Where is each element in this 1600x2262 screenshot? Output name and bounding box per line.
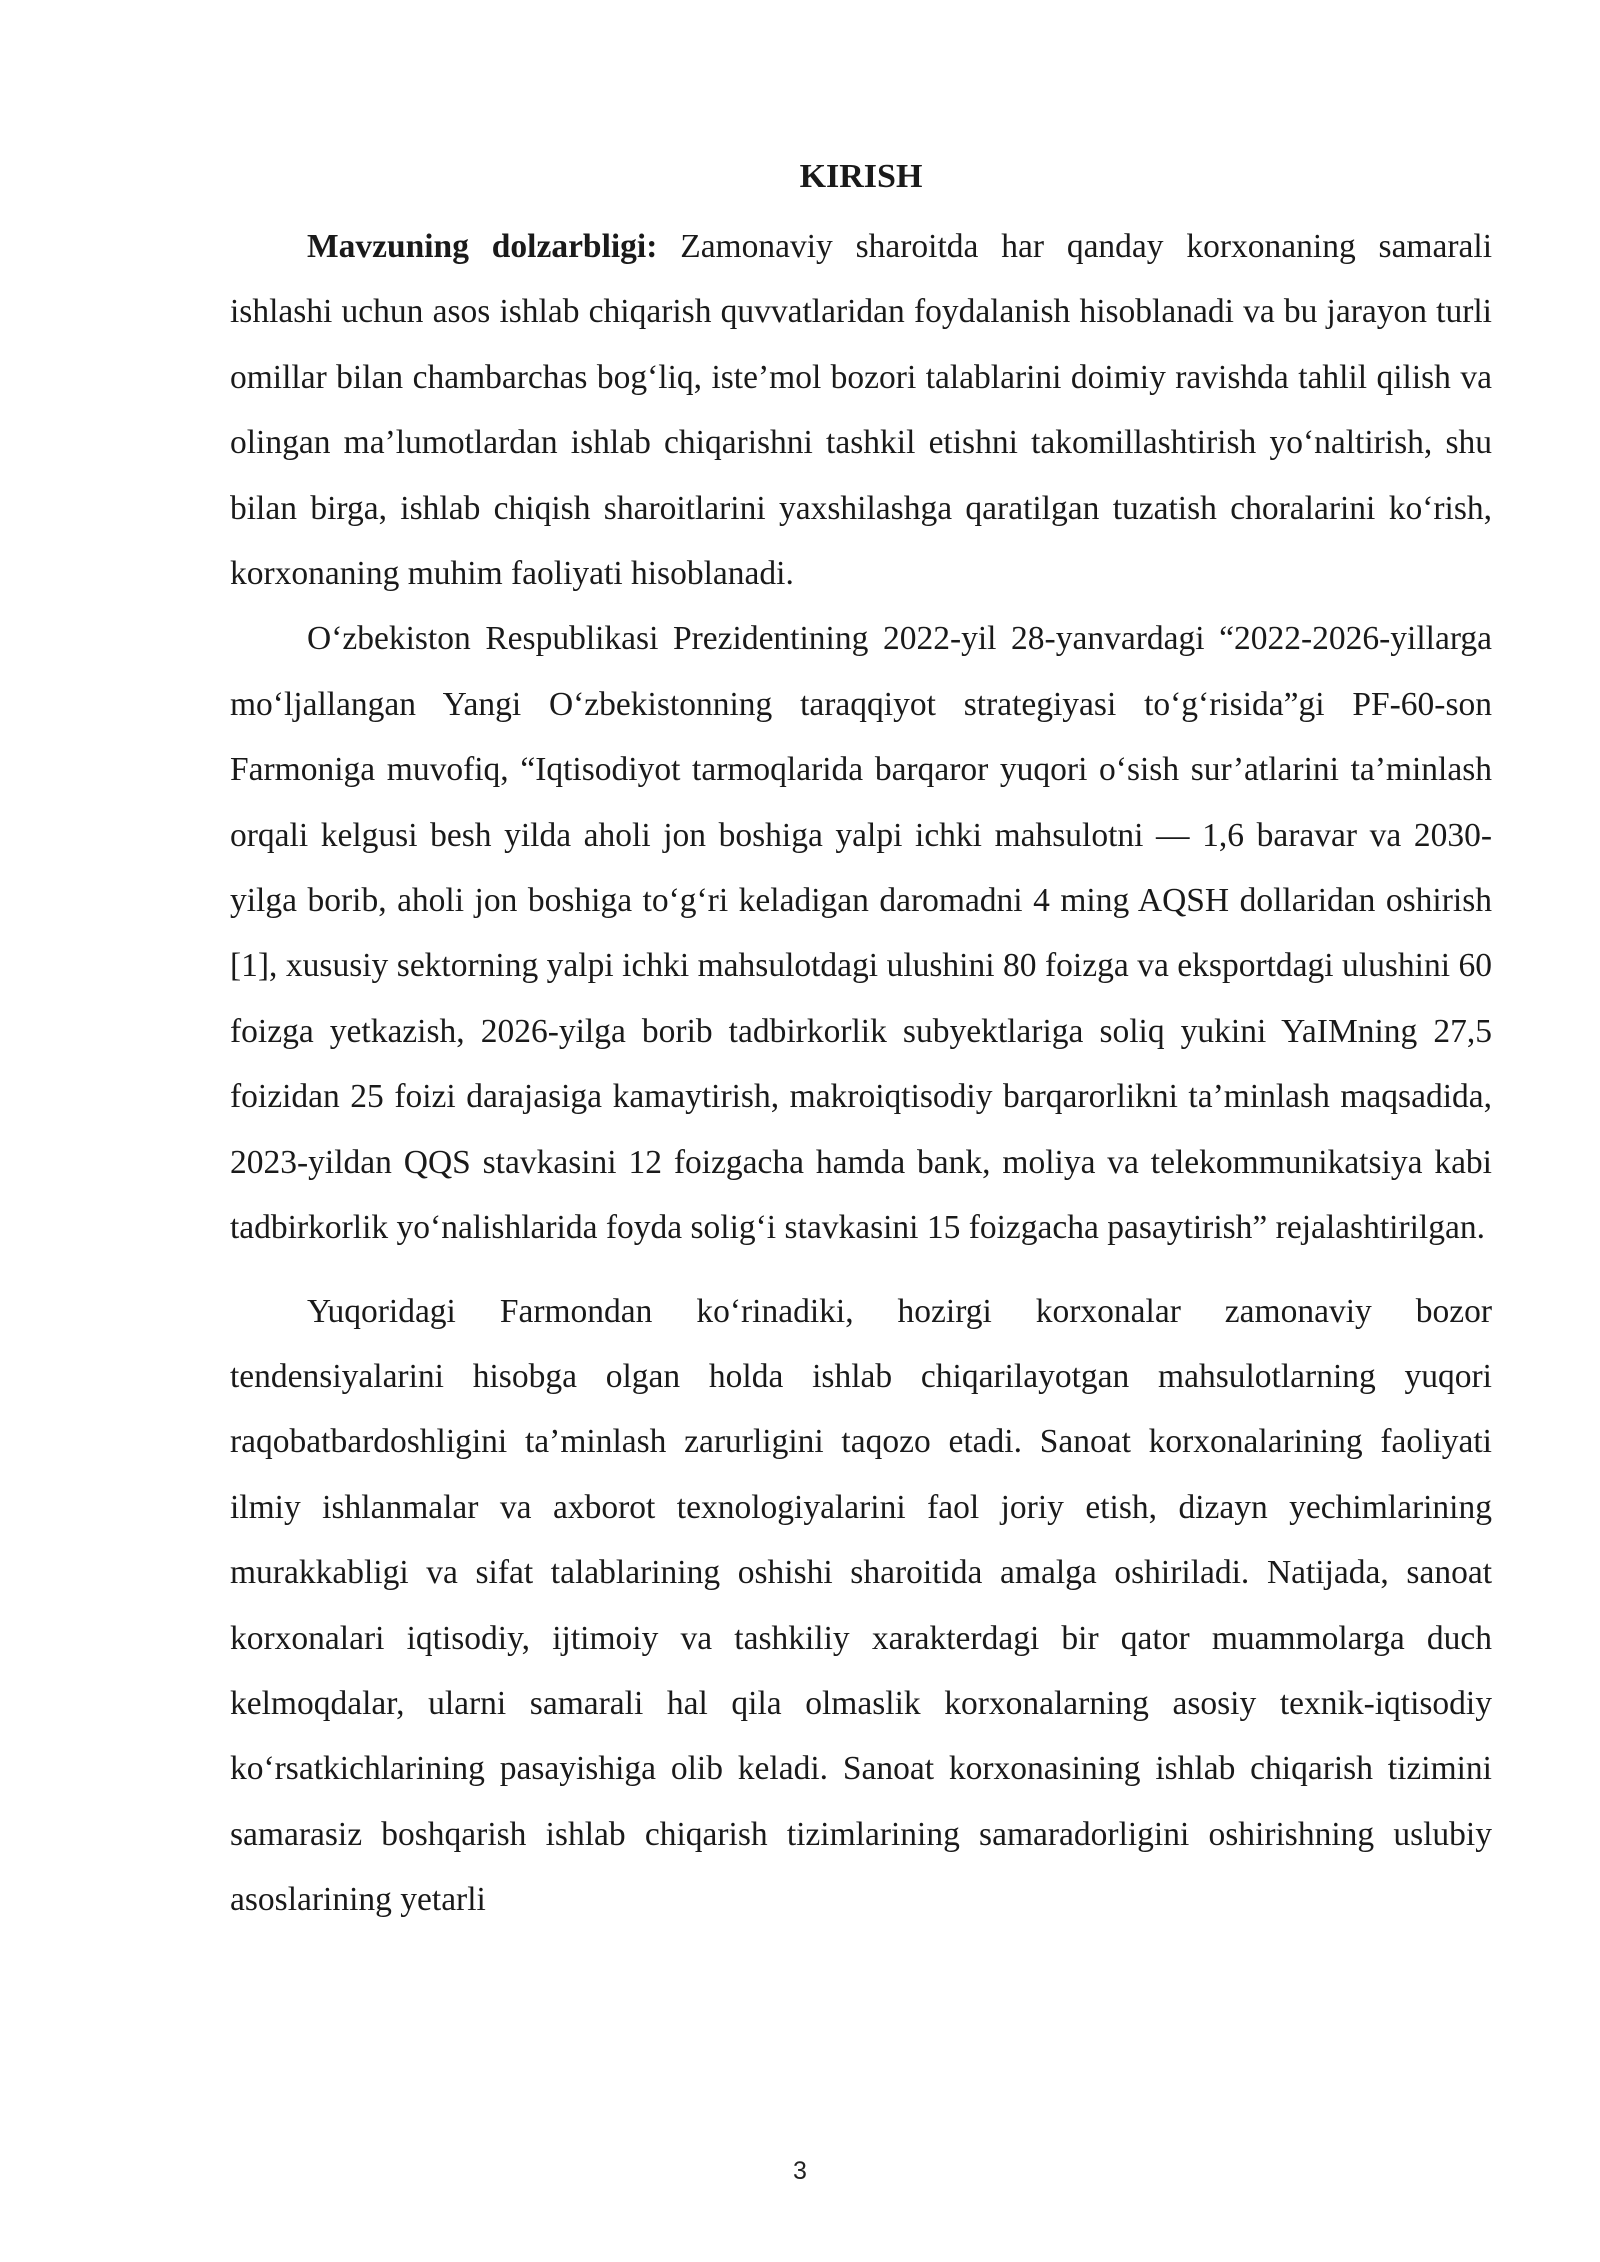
paragraph-relevance [230,214,1492,606]
paragraph-text: O‘zbekiston Respublikasi Prezidentining 2022-yil 28-yanvardagi “2022-2026-yillarga mo‘ljallangan Yangi O‘zbekistonning taraqqiyot strategiyasi to‘g‘risida”gi PF-60-son Farmoniga muvofiq, “Iqtisodiyot tarmoqlarida barqaror yuqori o‘sish sur’atlarini ta’minlash orqali kelgusi besh yilda aholi jon boshiga yalpi ichki mahsulotni — 1,6 baravar va 2030-yilga borib, aholi jon boshiga to‘g‘ri keladigan daromadni 4 ming AQSH dollaridan oshirish [1], xususiy sektorning yalpi ichki mahsulotdagi ulushini 80 foizga va eksportdagi ulushini 60 foizga yetkazish, 2026-yilga borib tadbirkorlik subyektlariga soliq yukini YaIMning 27,5 foizidan 25 foizi darajasiga kamaytirish, makroiqtisodiy barqarorlikni ta’minlash maqsadida, 2023-yildan QQS stavkasini 12 foizgacha hamda bank, moliya va telekommunikatsiya kabi tadbirkorlik yo‘nalishlarida foyda solig‘i stavkasini 15 foizgacha pasaytirish” rejalashtirilgan. [230,620,1492,1247]
page-number: 3 [793,2157,807,2185]
section-heading: KIRISH [799,158,923,195]
paragraph-text: Zamonaviy sharoitda har qanday korxonaning samarali ishlashi uchun asos ishlab chiqarish quvvatlaridan foydalanish hisoblanadi va bu jarayon turli omillar bilan chambarchas bog‘liq, iste’mol bozori talablarini doimiy ravishda tahlil qilish va olingan ma’lumotlardan ishlab chiqarishni tashkil etishni takomillashtirish yo‘naltirish, shu bilan birga, ishlab chiqish sharoitlarini yaxshilashga qaratilgan tuzatish choralarini ko‘rish, korxonaning muhim faoliyati hisoblanadi. [230,228,1492,593]
paragraph-text: Yuqoridagi Farmondan ko‘rinadiki, hozirgi korxonalar zamonaviy bozor tendensiyalarini hisobga olgan holda ishlab chiqarilayotgan mahsulotlarning yuqori raqobatbardoshligini ta’minlash zarurligini taqozo etadi. Sanoat korxonalarining faoliyati ilmiy ishlanmalar va axborot texnologiyalarini faol joriy etish, dizayn yechimlarining murakkabligi va sifat talablarining oshishi sharoitida amalga oshiriladi. Natijada, sanoat korxonalari iqtisodiy, ijtimoiy va tashkiliy xarakterdagi bir qator muammolarga duch kelmoqdalar, ularni samarali hal qila olmaslik korxonalarning asosiy texnik-iqtisodiy ko‘rsatkichlarining pasayishiga olib keladi. Sanoat korxonasining ishlab chiqarish tizimini samarasiz boshqarish ishlab chiqarish tizimlarining samaradorligini oshirishning uslubiy asoslarining yetarli [230,1292,1492,1919]
paragraph-decree [230,606,1492,1260]
paragraph-analysis [230,1279,1492,1933]
paragraph-lead: Mavzuning dolzarbligi: [307,228,658,265]
document-page [230,150,1492,1933]
